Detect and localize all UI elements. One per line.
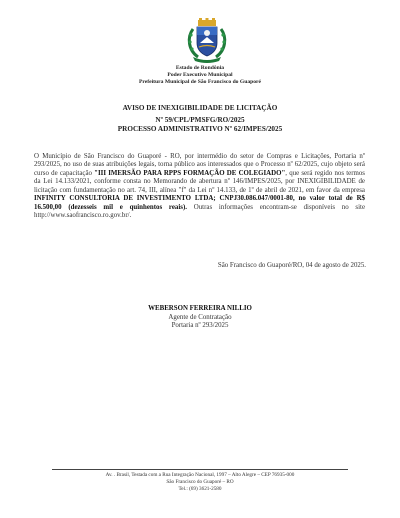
signatory-decree: Portaria nº 293/2025 [171,322,229,329]
footer-phone: Tel.: (69) 3621-2580 [178,486,222,492]
body-info: Outras informações encontram-se disponíveis no site http://www.saofrancisco.ro.gov.br/. [34,203,366,220]
notice-body [34,153,365,221]
header-prefecture: Prefeitura Municipal de São Francisco do Guaporé [138,79,262,85]
footer-address: Av. . Brasil, Testada com a Rua Integração Nacional, 1997 – Alto Alegre – CEP 76935-000 [105,472,295,478]
signatory-role: Agente de Contratação [168,314,232,321]
notice-title: AVISO DE INEXIGIBILIDADE DE LICITAÇÃO [122,104,278,112]
course-name: "III IMERSÃO PARA RPPS FORMAÇÃO DE COLEGIADO" [94,169,286,177]
process-number: PROCESSO ADMINISTRATIVO Nº 62/IMPES/2025 [117,125,283,133]
signatory-name: WEBERSON FERREIRA NILLIO [148,305,252,312]
header-state: Estado de Rondônia [175,65,225,71]
body-intro: O Município de São Francisco do Guaporé - RO, por intermédio do setor de Compras e Licitações, Portaria nº 293/2025, no uso de suas atribuições legais, torna público aos interessados que o Processo nº 62/2025, cujo objeto será curso de capacitação [34,153,365,177]
footer-city: São Francisco do Guaporé – RO [166,479,234,485]
footer-divider [52,469,348,470]
company-and-value: INFINITY CONSULTORIA DE INVESTIMENTO LTDA; CNPJ30.086.047/0001-80, no valor total de R$ 16.500,00 (dezesseis mil e quinhentos reais). [34,195,365,211]
municipal-coat-of-arms-icon [185,17,229,63]
header-executive: Poder Executivo Municipal [167,72,233,78]
notice-number: Nº 59/CPL/PMSFG/RO/2025 [155,116,245,124]
body-legal: , que será regido nos termos da Lei 14.133/2021, conforme consta no Memorando de abertura nº 146/IMPES/2025, por INEXIGIBILIDADE de licitação com fundamentação no art. 74, III, alínea "f" da Lei nº 14.133, de 1º de abril de 2021, em favor da empresa [34,169,365,194]
date-line: São Francisco do Guaporé/RO, 04 de agosto de 2025. [217,262,366,269]
